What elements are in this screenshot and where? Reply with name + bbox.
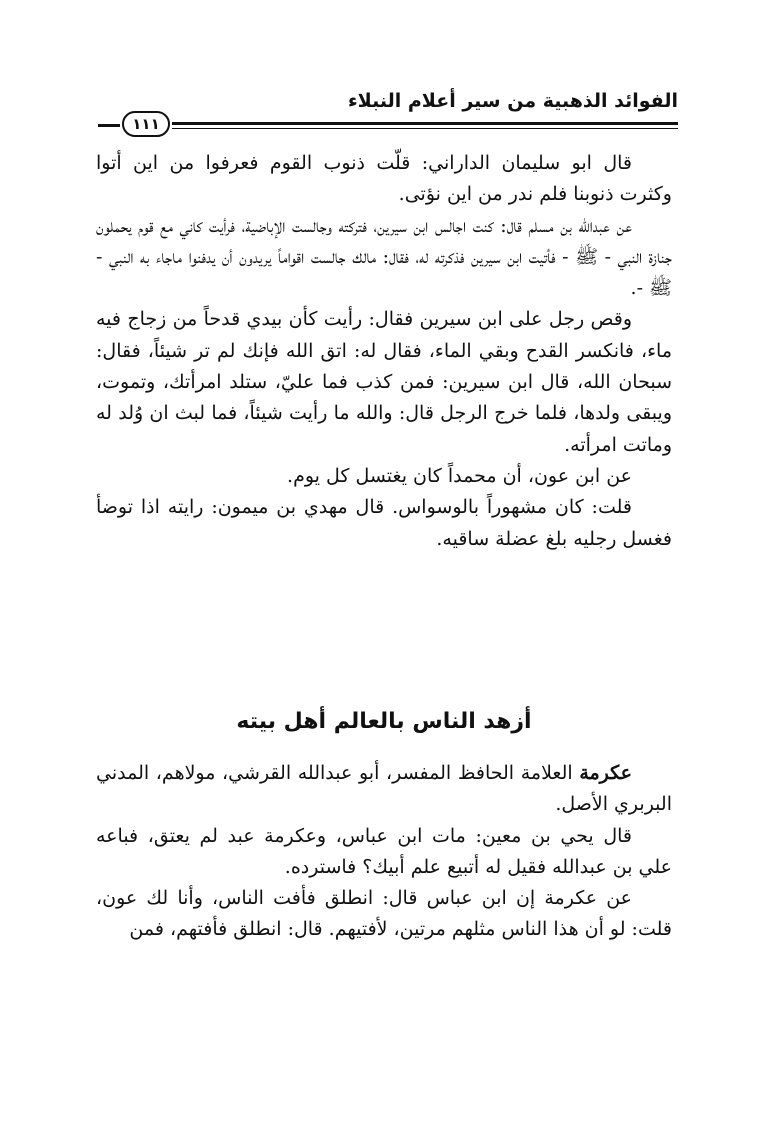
paragraph-darani: قال ابو سليمان الداراني: قلّت ذنوب القوم فعرفوا من اين أتوا وكثرت ذنوبنا فلم ندر من اين نؤتى. [96, 152, 672, 206]
running-header [98, 86, 678, 140]
header-rule-left [98, 124, 120, 127]
paragraph-ikrima-fatwa: عن عكرمة إن ابن عباس قال: انطلق فأفت الناس، وأنا لك عون، قلت: لو أن هذا الناس مثلهم مرتين، لأفتيهم. قال: انطلق فأفتهم، فمن [96, 887, 672, 941]
page-number: ١١١ [122, 111, 170, 137]
paragraph-ikrima-intro [96, 758, 672, 821]
paragraph-yahya-ibn-main: قال يحي بن معين: مات ابن عباس، وعكرمة عبد لم يعتق، فباعه علي بن عبدالله فقيل له أتبيع علم أبيك؟ فاسترده. [96, 824, 672, 878]
paragraph-ibadiyya-dream: عن عبدالله بن مسلم قال: كنت اجالس ابن سيرين، فتركته وجالست الإباضية، فرأيت كاني مع قوم يحملون جنازة النبي - ﷺ - فأتيت ابن سيرين فذكرته له، فقال: مالك جالست اقواماً يريدون أن يدفنوا ماجاء به النبي - ﷺ -. [96, 214, 672, 300]
header-rule-thin [172, 128, 678, 129]
section-heading: أزهد الناس بالعالم أهل بيته [236, 709, 532, 734]
text-block-second [96, 758, 672, 946]
paragraph-waswas: قلت: كان مشهوراً بالوسواس. قال مهدي بن ميمون: رايته اذا توضأ فغسل رجليه بلغ عضلة ساقيه. [96, 496, 672, 550]
ikrima-name: عكرمة [579, 762, 632, 784]
running-title: الفوائد الذهبية من سير أعلام النبلاء [347, 90, 678, 112]
ikrima-intro-rest: العلامة الحافظ المفسر، أبو عبدالله القرشي، مولاهم، المدني البربري الأصل. [96, 762, 672, 816]
paragraph-glass-dream: وقص رجل على ابن سيرين فقال: رأيت كأن بيدي قدحاً من زجاج فيه ماء، فانكسر القدح وبقي الماء، فقال له: اتق الله فإنك لم تر شيئاً، فقال: سبحان الله، قال ابن سيرين: فمن كذب فما عليّ، ستلد امرأتك، وتموت، ويبقى ولدها، فلما خرج الرجل قال: والله ما رأيت شيئاً، فما لبث ان وُلد له وماتت امرأته. [96, 308, 672, 456]
header-rule-thick [172, 122, 678, 125]
text-block-first [96, 148, 672, 555]
paragraph-ibn-awn: عن ابن عون، أن محمداً كان يغتسل كل يوم. [287, 464, 632, 487]
